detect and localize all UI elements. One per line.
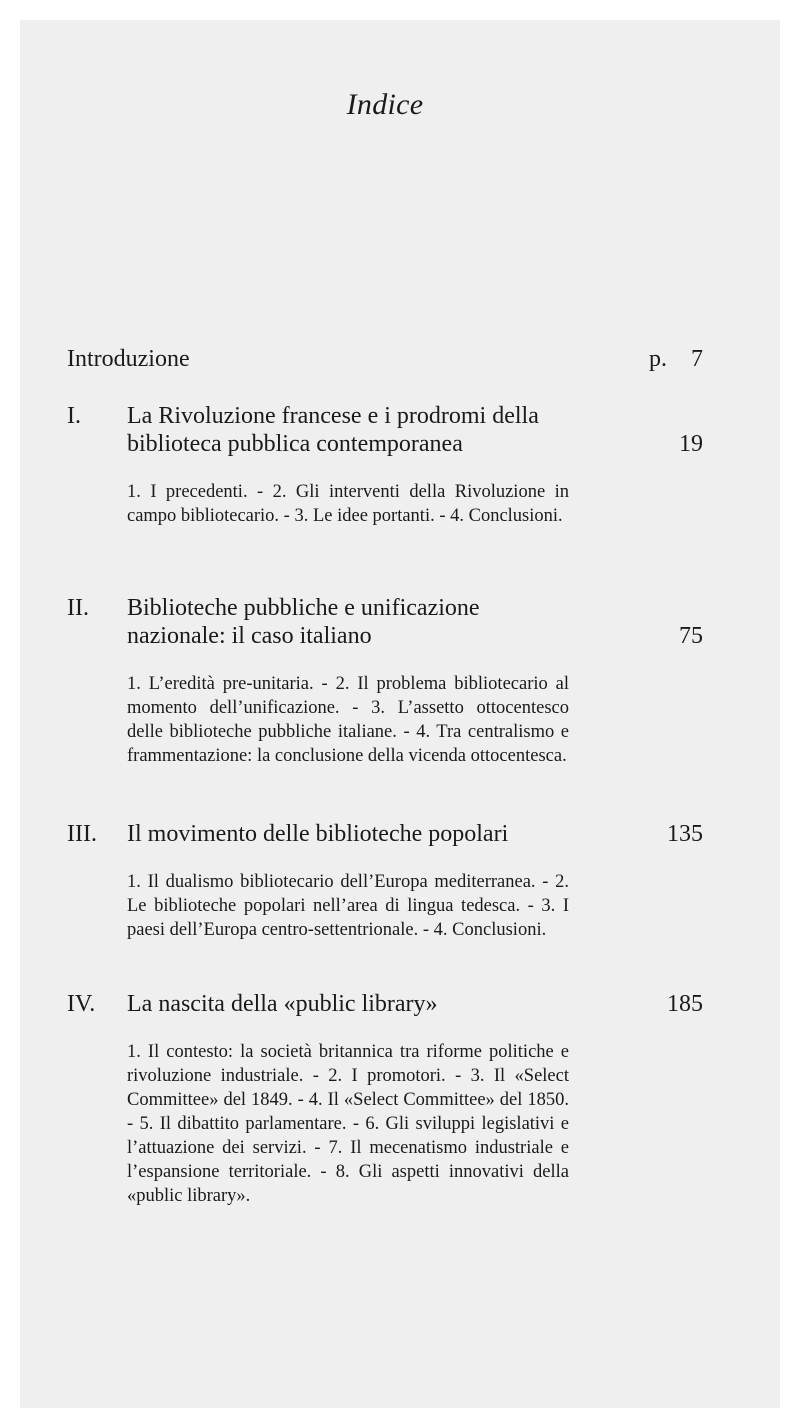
chapter-heading (67, 820, 703, 848)
chapter-number: I. (67, 403, 81, 429)
toc-chapter (67, 402, 703, 528)
chapter-number: IV. (67, 991, 96, 1017)
toc-entry-introduction (67, 346, 703, 373)
chapter-page: 75 (679, 623, 703, 649)
chapter-heading (67, 990, 703, 1018)
chapter-number: II. (67, 595, 89, 621)
chapter-heading (67, 402, 703, 458)
chapter-title: La nascita della «public library» (127, 991, 438, 1017)
chapter-number: III. (67, 821, 97, 847)
chapter-sections: 1. Il dualismo bibliotecario dell’Europa mediterranea. - 2. Le biblioteche popolari nell’area di lingua tedesca. - 3. I paesi dell’Europa centro-settentrionale. - 4. Conclusioni. (127, 872, 569, 940)
page-prefix: p. (649, 346, 667, 372)
page-title: Indice (346, 88, 424, 121)
toc-entry-page: 7 (691, 346, 703, 372)
chapter-title: Biblioteche pubbliche e unificazione nazionale: il caso italiano (127, 595, 480, 649)
chapter-title: La Rivoluzione francese e i prodromi della biblioteca pubblica contemporanea (127, 403, 539, 457)
chapter-sections: 1. I precedenti. - 2. Gli interventi della Rivoluzione in campo bibliotecario. - 3. Le idee portanti. - 4. Conclusioni. (127, 482, 569, 526)
toc-chapter (67, 594, 703, 768)
chapter-heading (67, 594, 703, 650)
toc-chapter (67, 820, 703, 942)
chapter-page: 135 (667, 821, 703, 847)
chapter-sections: 1. L’eredità pre-unitaria. - 2. Il problema bibliotecario al momento dell’unificazione. - 3. L’assetto ottocentesco delle biblioteche pubbliche italiane. - 4. Tra centralismo e frammentazione: la conclusione della vicenda ottocentesca. (127, 674, 569, 766)
toc-entry-page-group (649, 346, 703, 373)
chapter-page: 19 (679, 431, 703, 457)
chapter-title: Il movimento delle biblioteche popolari (127, 821, 509, 847)
scanned-page (20, 20, 780, 1408)
chapter-sections: 1. Il contesto: la società britannica tra riforme politiche e rivoluzione industriale. - 2. I promotori. - 3. Il «Select Committee» del 1849. - 4. Il «Select Committee» del 1850. - 5. Il dibattito parlamentare. - 6. Gli sviluppi legislativi e l’attuazione dei servizi. - 7. Il mecenatismo industriale e l’espansione territoriale. - 8. Gli aspetti innovativi della «public library». (127, 1042, 569, 1206)
toc-entry-label: Introduzione (67, 346, 190, 372)
toc-chapter (67, 990, 703, 1208)
chapter-page: 185 (667, 991, 703, 1017)
